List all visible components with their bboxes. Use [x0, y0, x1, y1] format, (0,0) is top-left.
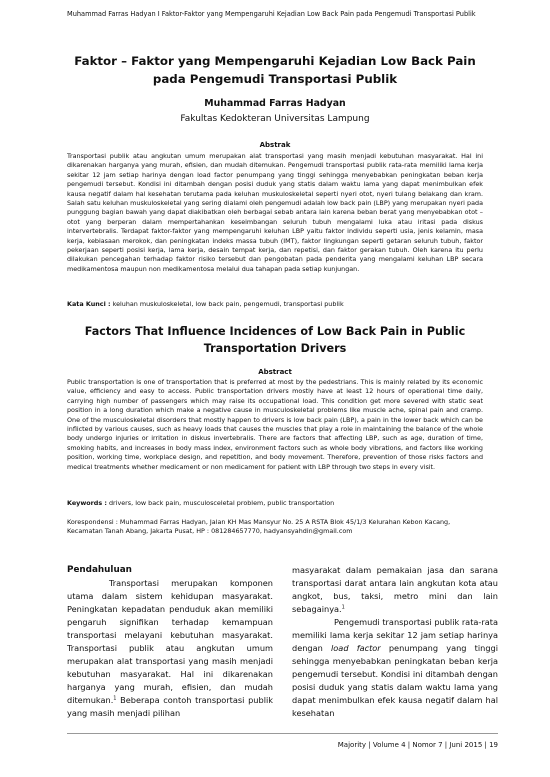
- keywords: [67, 499, 483, 508]
- right-text-2-italic: load factor: [331, 643, 381, 653]
- kata-kunci-text: keluhan muskuloskeletal, low back pain, pengemudi, transportasi publik: [112, 300, 344, 308]
- right-text-2a: Pengemudi transportasi publik rata-rata memiliki lama kerja sekitar 12 jam setiap harinya dengan: [292, 617, 498, 653]
- left-text: Transportasi merupakan komponen utama dalam sistem kehidupan masyarakat. Peningkatan kepadatan penduduk akan memiliki pengaruh signifikan terhadap kemampuan transportasi melayani kebutuhan masyarakat. Transportasi publik atau angkutan umum merupakan alat transportasi yang masih menjadi kebutuhan masyarakat. Hal ini dikarenakan harganya yang murah, efisien, dan mudah ditemukan.: [67, 578, 273, 705]
- citation-mark: 1: [341, 604, 345, 611]
- right-paragraph-2: [292, 616, 498, 720]
- right-text-2b: penumpang yang tinggi sehingga menyebabkan peningkatan beban kerja pengemudi tersebut. Kondisi ini ditambah dengan posisi duduk yang statis dalam waktu lama yang dapat menimbulkan efek kausa negatif dalam hal kesehatan: [292, 643, 499, 718]
- section-heading: Pendahuluan: [67, 565, 132, 575]
- correspondence: Korespondensi : Muhammad Farras Hadyan, Jalan KH Mas Mansyur No. 25 A RSTA Blok 45/1/3 Kelurahan Kebon Kacang, Kecamatan Tanah Abang, Jakarta Pusat, HP : 081284657770, hadyansyahdin@gmail.com: [67, 518, 451, 536]
- author-name: Muhammad Farras Hadyan: [204, 98, 346, 109]
- abstract-heading: Abstract: [258, 368, 292, 376]
- author-affiliation: Fakultas Kedokteran Universitas Lampung: [180, 114, 370, 124]
- abstrak-body: Transportasi publik atau angkutan umum merupakan alat transportasi yang masih menjadi kebutuhan masyarakat. Hal ini dikarenakan harganya yang murah, efisien, dan mudah ditemukan. Pengemudi transportasi publik rata-rata memiliki lama kerja sekitar 12 jam setiap harinya dengan load factor penumpang yang tinggi sehingga menyebabkan peningkatan beban kerja pengemudi tersebut. Kondisi ini ditambah dengan posisi duduk yang statis dalam waktu lama yang dapat menimbulkan efek kausa negatif dalam hal kesehatan terutama pada keluhan muskuloskeletal seperti nyeri otot, nyeri tulang belakang dan kram. Salah satu keluhan muskuloskeletal yang sering dialami oleh pengemudi adalah low back pain (LBP) yang merupakan nyeri pada punggung bagian bawah yang dapat diakibatkan oleh berbagai sebab antara lain karena beban berat yang menyebabkan otot – otot yang berperan dalam mempertahankan keseimbangan seluruh tubuh mengalami luka atau iritasi pada diskus intervertebralis. Terdapat faktor-faktor yang mempengaruhi keluhan LBP yaitu faktor individu seperti usia, jenis kelamin, masa kerja, kebiasaan merokok, dan peningkatan indeks massa tubuh (IMT), faktor lingkungan seperti getaran seluruh tubuh, faktor pekerjaan seperti posisi kerja, lama kerja, desain tempat kerja, dan repetisi, dan faktor gerakan tubuh. Oleh karena itu perlu dilakukan pencegahan terhadap faktor risiko tersebut dan pengobatan pada penderita yang mengalami keluhan LBP secara medikamentosa maupun non medikamentosa melalui dua tahapan pada setiap kunjungan.: [67, 152, 483, 273]
- right-paragraph-1: [292, 564, 498, 616]
- page-footer: Majority | Volume 4 | Nomor 7 | Juni 2015 | 19: [337, 741, 498, 749]
- abstrak-heading: Abstrak: [259, 141, 291, 149]
- right-text-1: masyarakat dalam pemakaian jasa dan sarana transportasi darat antara lain angkutan kota atau angkot, bus, taksi, metro mini dan lain sebagainya.: [292, 565, 498, 614]
- footer-rule: [67, 733, 498, 734]
- left-text-tail: Beberapa contoh transportasi publik yang masih menjadi pilihan: [67, 695, 273, 718]
- keywords-label: Keywords :: [67, 499, 107, 507]
- article-title: Faktor – Faktor yang Mempengaruhi Kejadian Low Back Pain pada Pengemudi Transportasi Publik: [74, 54, 476, 86]
- abstract-body: Public transportation is one of transportation that is preferred at most by the pedestrians. This is mainly related by its economic value, efficiency and easy to access. Public transportation drivers mostly have at least 12 hours of operational time daily, carrying high number of passengers which may raise its occupational load. This condition get more severed with static seat position in a long duration which make a negative cause in musculoskeletal problems like muscle ache, spinal pain and cramp. One of the musculoskeletal disorders that mostly happen to drivers is low back pain (LBP), a pain in the lower back which can be inflicted by various causes, such as heavy loads that causes the muscles that play a role in maintaining the balance of the whole body undergo injuries or irritation in diskus invertebralis. There are factors that affecting LBP, such as age, duration of time, smoking habits, and increases in body mass index, environment factors such as whole body vibrations, and factors like working position, working time, workplace design, and repetition, and body movement. Therefore, prevention of those risks factors and medical treatments whether medicament or non medicament for patient with LBP through two steps in every visit.: [67, 378, 483, 471]
- right-column: [292, 564, 498, 720]
- keywords-text: drivers, low back pain, musculosceletal problem, public transportation: [109, 499, 335, 507]
- kata-kunci: [67, 300, 483, 309]
- left-column: [67, 564, 273, 720]
- article-title-english: Factors That Influence Incidences of Low Back Pain in Public Transportation Drivers: [84, 325, 466, 355]
- kata-kunci-label: Kata Kunci :: [67, 300, 111, 308]
- citation-mark: 1: [113, 695, 117, 702]
- running-header: Muhammad Farras Hadyan I Faktor-Faktor yang Mempengaruhi Kejadian Low Back Pain pada Pengemudi Transportasi Publik: [67, 10, 476, 18]
- left-column-paragraph: [67, 577, 273, 720]
